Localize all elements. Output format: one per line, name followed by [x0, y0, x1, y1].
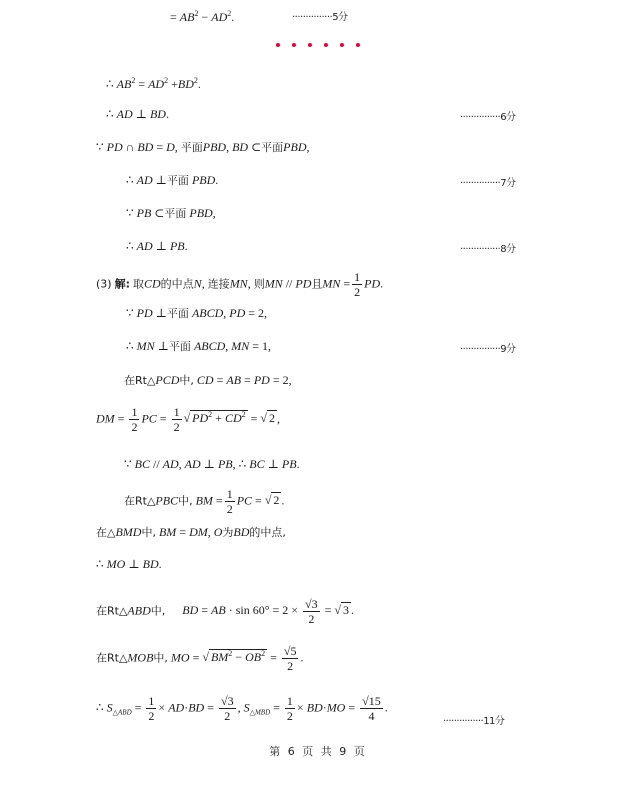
page-number-footer: 第 6 页 共 9 页	[269, 745, 367, 758]
square-root: √ $PD^2 + CD^2$	[183, 410, 246, 426]
proof-line-16: ∴ MO ⊥ BD.	[96, 557, 162, 571]
proof-line-13: ∵ BC // AD, AD ⊥ PB, ∴ BC ⊥ PB.	[124, 457, 300, 471]
proof-line-7: ∴ AD ⊥ PB.	[126, 239, 188, 253]
proof-line-5: ∴ AD ⊥平面 PBD.	[126, 173, 219, 187]
proof-line-10: ∴ MN ⊥平面 ABCD, MN = 1,	[126, 339, 272, 353]
proof-line-4: ∵ PD ∩ BD = D, 平面PBD, BD ⊂平面PBD,	[96, 140, 310, 154]
proof-line-8-part3: (3) 解: 取CD的中点N, 连接MN, 则MN // PD且MN = $\frac{1}{2}$ PD.	[96, 270, 384, 299]
proof-line-11: 在Rt△PCD中, CD = AB = PD = 2,	[124, 373, 292, 387]
section-separator-dots	[276, 43, 360, 47]
proof-line-3: ∴ AD ⊥ BD.	[106, 107, 169, 121]
proof-line-12: DM = $\frac{1}{2}$ PC = $\frac{1}{2}$ √ $PD^2 + CD^2$ = √ 2 ,	[96, 405, 280, 434]
separator-dot	[276, 43, 280, 47]
proof-line-15: 在△BMD中, BM = DM, O为BD的中点,	[96, 525, 286, 539]
proof-line-1: = $AB^2 - AD^2$.	[170, 9, 235, 24]
separator-dot	[308, 43, 312, 47]
score-mark-11: ···············11分	[443, 716, 505, 727]
score-mark-9: ···············9分	[460, 344, 516, 355]
separator-dot	[324, 43, 328, 47]
proof-line-9: ∵ PD ⊥平面 ABCD, PD = 2,	[126, 306, 268, 320]
proof-line-17: 在Rt△ABD中, BD = AB · sin 60° = 2 × $\frac{√3}{2}$ = √ 3 .	[96, 597, 355, 626]
score-mark-7: ···············7分	[460, 178, 516, 189]
proof-line-18: 在Rt△MOB中, MO = √ $BM^2 - OB^2$ = $\frac{√5}{2}$ .	[96, 644, 304, 673]
fraction: $\frac{1}{2}$	[354, 270, 361, 299]
separator-dot	[292, 43, 296, 47]
score-mark-8: ···············8分	[460, 244, 516, 255]
score-mark-6: ···············6分	[460, 112, 516, 123]
proof-line-14: 在Rt△PBC中, BM = $\frac{1}{2}$ PC = √ 2 .	[124, 487, 285, 516]
proof-line-2: ∴ $AB^2 = AD^2 +BD^2$.	[106, 76, 201, 91]
proof-line-6: ∵ PB ⊂平面 PBD,	[126, 206, 216, 220]
separator-dot	[356, 43, 360, 47]
score-mark-5: ···············5分	[292, 12, 348, 23]
proof-line-19: ∴ $S_{\triangle ABD}$ = $\frac{1}{2}$ × AD·BD = $\frac{√3}{2}$ , $S_{\triangle MBD}$ = $\frac{1}{2}$ × BD·MO = $\frac{√15}{4}$ .	[96, 694, 388, 723]
separator-dot	[340, 43, 344, 47]
